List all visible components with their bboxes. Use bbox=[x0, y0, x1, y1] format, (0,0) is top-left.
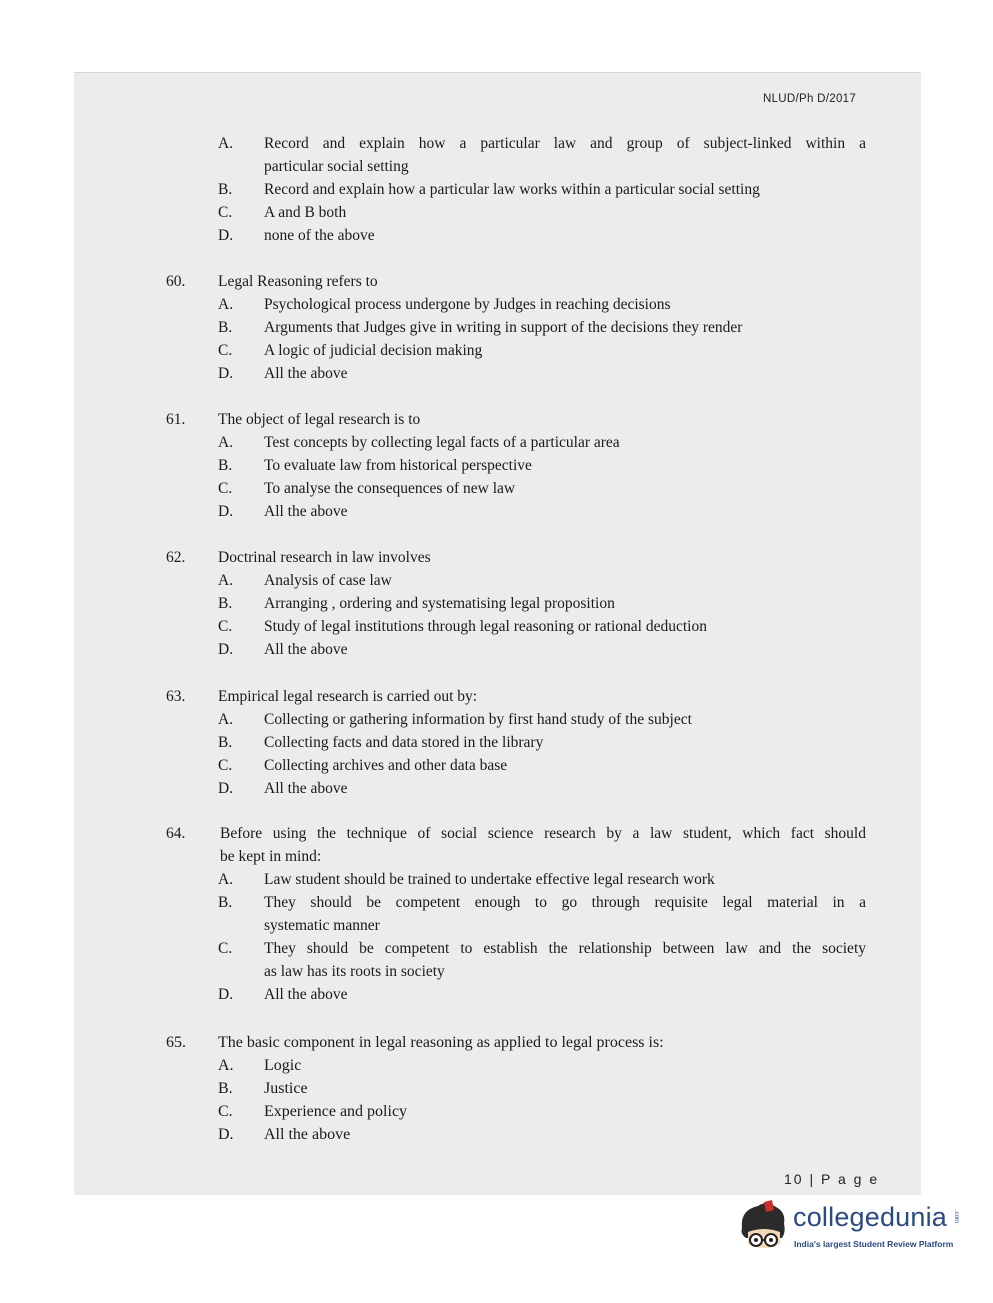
option-text: A logic of judicial decision making bbox=[264, 342, 483, 359]
option-text: They should be competent to establish the relationship between law and the society bbox=[264, 940, 866, 957]
option-text: Psychological process undergone by Judges in reaching decisions bbox=[264, 296, 671, 313]
question-59-options bbox=[166, 132, 866, 247]
option-text: Test concepts by collecting legal facts of a particular area bbox=[264, 434, 620, 451]
option-letter: D. bbox=[218, 986, 234, 1003]
option-text: To evaluate law from historical perspective bbox=[264, 457, 532, 474]
option-letter: C. bbox=[218, 1103, 233, 1120]
option-letter: B. bbox=[218, 595, 233, 612]
option-letter: D. bbox=[218, 780, 234, 797]
option-letter: C. bbox=[218, 342, 233, 359]
question-text: The object of legal research is to bbox=[218, 411, 421, 428]
question-text: Empirical legal research is carried out by: bbox=[218, 688, 478, 705]
option-letter: D. bbox=[218, 641, 234, 658]
option-text: Collecting archives and other data base bbox=[264, 757, 508, 774]
option-text: Justice bbox=[264, 1080, 308, 1097]
option-letter: D. bbox=[218, 1126, 234, 1143]
option-d bbox=[166, 500, 866, 523]
option-a bbox=[166, 1054, 866, 1077]
question-number: 60. bbox=[166, 273, 186, 290]
question-61 bbox=[166, 408, 866, 523]
option-b bbox=[166, 592, 866, 615]
option-a bbox=[166, 293, 866, 316]
question-text: be kept in mind: bbox=[220, 848, 322, 865]
option-text: Arguments that Judges give in writing in support of the decisions they render bbox=[264, 319, 743, 336]
option-b bbox=[166, 178, 866, 201]
option-letter: C. bbox=[218, 204, 233, 221]
option-c bbox=[166, 201, 866, 224]
option-letter: D. bbox=[218, 365, 234, 382]
logo-tagline: India's largest Student Review Platform bbox=[794, 1239, 954, 1249]
option-c bbox=[166, 754, 866, 777]
option-letter: A. bbox=[218, 296, 234, 313]
option-text: A and B both bbox=[264, 204, 347, 221]
option-text: Record and explain how a particular law and group of subject-linked within a bbox=[264, 135, 866, 152]
option-letter: A. bbox=[218, 434, 234, 451]
option-letter: B. bbox=[218, 457, 233, 474]
option-c bbox=[166, 1100, 866, 1123]
question-62 bbox=[166, 546, 866, 661]
option-letter: B. bbox=[218, 1080, 233, 1097]
option-text: All the above bbox=[264, 986, 348, 1003]
option-letter: B. bbox=[218, 319, 233, 336]
option-a bbox=[166, 569, 866, 592]
option-letter: D. bbox=[218, 503, 234, 520]
option-d bbox=[166, 983, 866, 1006]
question-60 bbox=[166, 270, 866, 385]
option-c bbox=[166, 339, 866, 362]
option-letter: A. bbox=[218, 711, 234, 728]
option-b bbox=[166, 731, 866, 754]
option-text: All the above bbox=[264, 365, 348, 382]
option-text: Experience and policy bbox=[264, 1103, 408, 1120]
option-letter: A. bbox=[218, 572, 234, 589]
question-text: The basic component in legal reasoning as applied to legal process is: bbox=[218, 1034, 664, 1051]
option-d bbox=[166, 638, 866, 661]
option-letter: C. bbox=[218, 757, 233, 774]
question-64 bbox=[166, 822, 866, 1006]
logo-suffix: .com bbox=[953, 1210, 959, 1224]
option-text: All the above bbox=[264, 780, 348, 797]
option-letter: B. bbox=[218, 894, 233, 911]
question-text: Legal Reasoning refers to bbox=[218, 273, 378, 290]
document-reference: NLUD/Ph D/2017 bbox=[763, 93, 857, 105]
option-text: Collecting facts and data stored in the library bbox=[264, 734, 544, 751]
option-text: none of the above bbox=[264, 227, 375, 244]
question-number: 64. bbox=[166, 825, 186, 842]
collegedunia-logo[interactable] bbox=[736, 1198, 966, 1258]
option-text: Record and explain how a particular law works within a particular social setting bbox=[264, 181, 760, 198]
option-text: Law student should be trained to undertake effective legal research work bbox=[264, 871, 715, 888]
option-b bbox=[166, 891, 866, 937]
logo-name: collegedunia bbox=[793, 1202, 948, 1232]
option-b bbox=[166, 454, 866, 477]
option-text: particular social setting bbox=[264, 158, 409, 175]
option-b bbox=[166, 316, 866, 339]
option-d bbox=[166, 1123, 866, 1146]
option-c bbox=[166, 615, 866, 638]
option-c bbox=[166, 477, 866, 500]
option-text: systematic manner bbox=[264, 917, 380, 934]
option-text: All the above bbox=[264, 503, 348, 520]
option-text: Analysis of case law bbox=[264, 572, 392, 589]
option-letter: D. bbox=[218, 227, 234, 244]
option-text: All the above bbox=[264, 1126, 351, 1143]
option-letter: A. bbox=[218, 1057, 234, 1074]
question-stem bbox=[166, 822, 866, 868]
question-65 bbox=[166, 1031, 866, 1146]
option-letter: B. bbox=[218, 734, 233, 751]
option-text: Study of legal institutions through legal reasoning or rational deduction bbox=[264, 618, 707, 635]
option-b bbox=[166, 1077, 866, 1100]
option-d bbox=[166, 362, 866, 385]
option-letter: C. bbox=[218, 940, 233, 957]
option-text: They should be competent enough to go through requisite legal material in a bbox=[264, 894, 866, 911]
option-d bbox=[166, 224, 866, 247]
question-63 bbox=[166, 685, 866, 800]
option-text: Arranging , ordering and systematising legal proposition bbox=[264, 595, 615, 612]
question-number: 65. bbox=[166, 1034, 186, 1051]
option-letter: B. bbox=[218, 181, 233, 198]
page-number: 10 | P a g e bbox=[784, 1171, 880, 1187]
option-a bbox=[166, 431, 866, 454]
option-text: Collecting or gathering information by first hand study of the subject bbox=[264, 711, 692, 728]
question-text: Before using the technique of social science research by a law student, which fact should bbox=[220, 825, 866, 842]
option-d bbox=[166, 777, 866, 800]
option-text: as law has its roots in society bbox=[264, 963, 445, 980]
question-number: 62. bbox=[166, 549, 186, 566]
option-letter: A. bbox=[218, 871, 234, 888]
option-text: Logic bbox=[264, 1057, 302, 1074]
option-a bbox=[166, 132, 866, 178]
option-text: All the above bbox=[264, 641, 348, 658]
option-a bbox=[166, 868, 866, 891]
option-letter: A. bbox=[218, 135, 234, 152]
option-c bbox=[166, 937, 866, 983]
option-letter: C. bbox=[218, 480, 233, 497]
question-number: 61. bbox=[166, 411, 186, 428]
option-text: To analyse the consequences of new law bbox=[264, 480, 516, 497]
question-number: 63. bbox=[166, 688, 186, 705]
option-a bbox=[166, 708, 866, 731]
mascot-icon bbox=[736, 1198, 794, 1256]
option-letter: C. bbox=[218, 618, 233, 635]
question-text: Doctrinal research in law involves bbox=[218, 549, 431, 566]
